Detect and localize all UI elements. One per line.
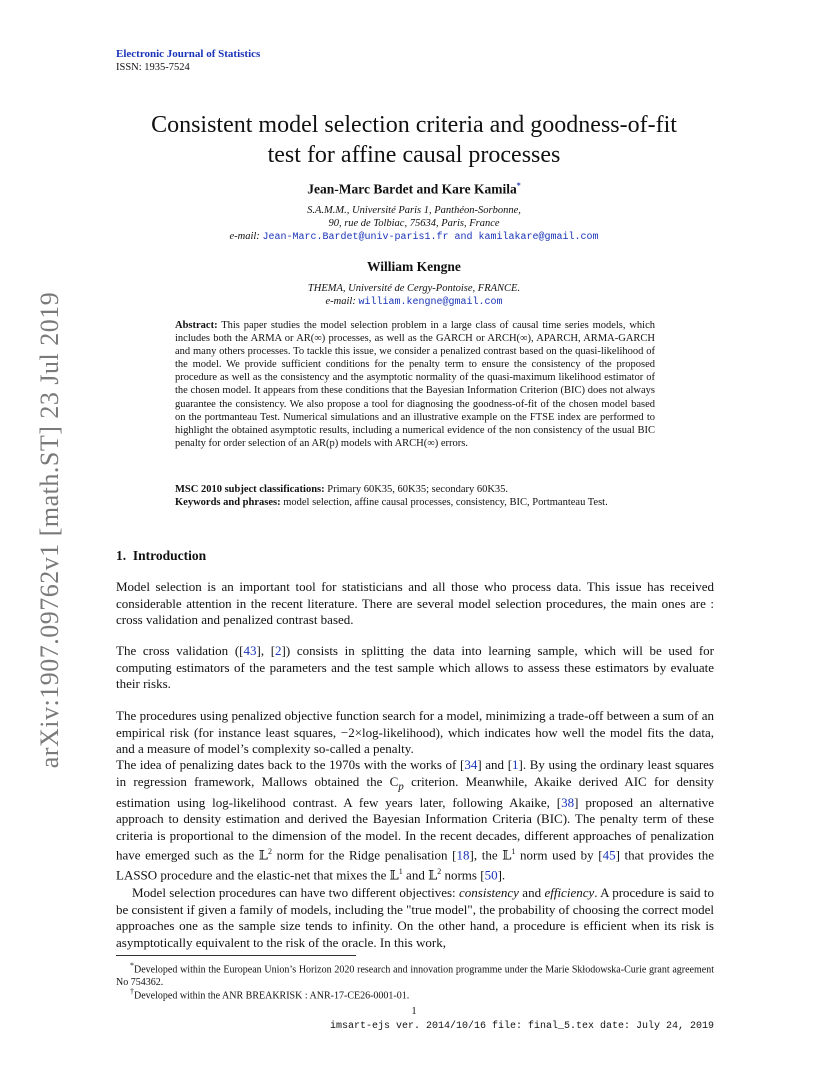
msc-classification: MSC 2010 subject classifications: Primary 60K35, 60K35; secondary 60K35.: [175, 484, 509, 495]
citation-link[interactable]: 38: [561, 794, 575, 810]
title-line-1: Consistent model selection criteria and goodness-of-fit: [151, 112, 677, 138]
paragraph-3: The procedures using penalized objective function search for a model, minimizing a trade-off between a sum of an empirical risk (for instance least squares, −2×log-likelihood), which indicates how well the model fits the data, and a measure of model’s complexity so-called a penalty.: [116, 708, 714, 756]
paragraph-5: Model selection procedures can have two different objectives: consistency and efficiency. A procedure is said to be consistent if given a family of models, including the "true model", the probability of choosing the correct model approaches one as the sample size tends to infinity. On the other hand, a procedure is efficient when its risk is asymptotically equivalent to the risk of the oracle. In this work,: [116, 885, 714, 950]
section-heading: 1. Introduction: [116, 548, 207, 563]
paper-title: [90, 110, 738, 170]
email-link[interactable]: william.kengne@gmail.com: [358, 297, 503, 308]
citation-link[interactable]: 18: [456, 847, 470, 863]
arxiv-stamp: arXiv:1907.09762v1 [math.ST] 23 Jul 2019: [35, 291, 64, 769]
paragraph-4: The idea of penalizing dates back to the 1970s with the works of [34] and [1]. By using the ordinary least squares in regression framework, Mallows obtained the $C_p$ criterion. Meanwhile, Akaike derived AIC for density estimation using log-likelihood contrast. A few years later, following Akaike, [38] proposed an alternative approach to density estimation and derived the Bayesian Information Criteria (BIC). The penalty term of these criteria is proportional to the dimension of the model. In the recent decades, different approaches of penalization have emerged such as the 𝕃$^2$ norm for the Ridge penalisation [18], the 𝕃$^1$ norm used by [45] that provides the LASSO procedure and the elastic-net that mixes the 𝕃$^1$ and 𝕃$^2$ norms [50].: [116, 757, 714, 883]
abstract: Abstract: This paper studies the model selection problem in a large class of causal time series models, which includes both the ARMA or AR(∞) processes, as well as the GARCH or ARCH(∞), APARCH, ARMA-GARCH and many others processes. To tackle this issue, we consider a penalized contrast based on the quasi-likelihood of the model. We provide sufficient conditions for the penalty term to ensure the consistency of the proposed procedure as well as the consistency and the asymptotic normality of the quasi-maximum likelihood estimator of the chosen model. It appears from these conditions that the Bayesian Information Criterion (BIC) does not always guarantee the consistency. We also propose a tool for diagnosing the goodness-of-fit of the chosen model based on the portmanteau Test. Numerical simulations and an illustrative example on the FTSE index are performed to highlight the obtained asymptotic results, including a numerical evidence of the non consistency of the usual BIC penalty for order selection of an AR(p) models with ARCH(∞) errors.: [175, 320, 655, 449]
citation-link[interactable]: 34: [464, 757, 478, 772]
citation-link[interactable]: 50: [484, 867, 498, 883]
citation-link[interactable]: 2: [275, 643, 282, 658]
journal-name[interactable]: Electronic Journal of Statistics: [116, 48, 261, 60]
affiliation-1: S.A.M.M., Université Paris 1, Panthéon-Sorbonne, 90, rue de Tolbiac, 75634, Paris, France e-mail: Jean-Marc.Bardet@univ-paris1.fr and kamilakare@gmail.com: [229, 205, 599, 243]
paragraph-1: Model selection is an important tool for statisticians and all those who process data. This issue has received considerable attention in the recent literature. There are several model selection procedures, the main ones are : cross validation and penalized contrast based.: [116, 579, 714, 627]
footnote-2: †Developed within the ANR BREAKRISK : ANR-17-CE26-0001-01.: [130, 987, 410, 1002]
paragraph-2: The cross validation ([43], [2]) consists in splitting the data into learning sample, which will be used for computing estimators of the parameters and the test sample which allows to assess these estimators by evaluate their risks.: [116, 643, 714, 691]
footnote-1: *Developed within the European Union’s Horizon 2020 research and innovation programme under the Marie Skłodowska-Curie grant agreement No 754362.: [116, 961, 714, 989]
author-names-1: Jean-Marc Bardet and Kare Kamila*: [307, 181, 521, 197]
issn: ISSN: 1935-7524: [116, 62, 190, 73]
page-number: 1: [411, 1006, 417, 1017]
citation-link[interactable]: 45: [602, 847, 616, 863]
email-link[interactable]: Jean-Marc.Bardet@univ-paris1.fr and kamilakare@gmail.com: [262, 232, 599, 243]
citation-link[interactable]: 1: [512, 757, 519, 772]
footnote-divider: [116, 955, 356, 956]
build-footer: imsart-ejs ver. 2014/10/16 file: final_5.tex date: July 24, 2019: [329, 1021, 714, 1032]
author-names-2: William Kengne: [367, 259, 461, 274]
footnote-mark[interactable]: *: [516, 181, 521, 190]
citation-link[interactable]: 43: [243, 643, 257, 658]
affiliation-2: THEMA, Université de Cergy-Pontoise, FRANCE. e-mail: william.kengne@gmail.com: [307, 283, 521, 308]
title-line-2: test for affine causal processes: [267, 142, 561, 168]
keywords: Keywords and phrases: model selection, affine causal processes, consistency, BIC, Portmanteau Test.: [175, 497, 608, 508]
